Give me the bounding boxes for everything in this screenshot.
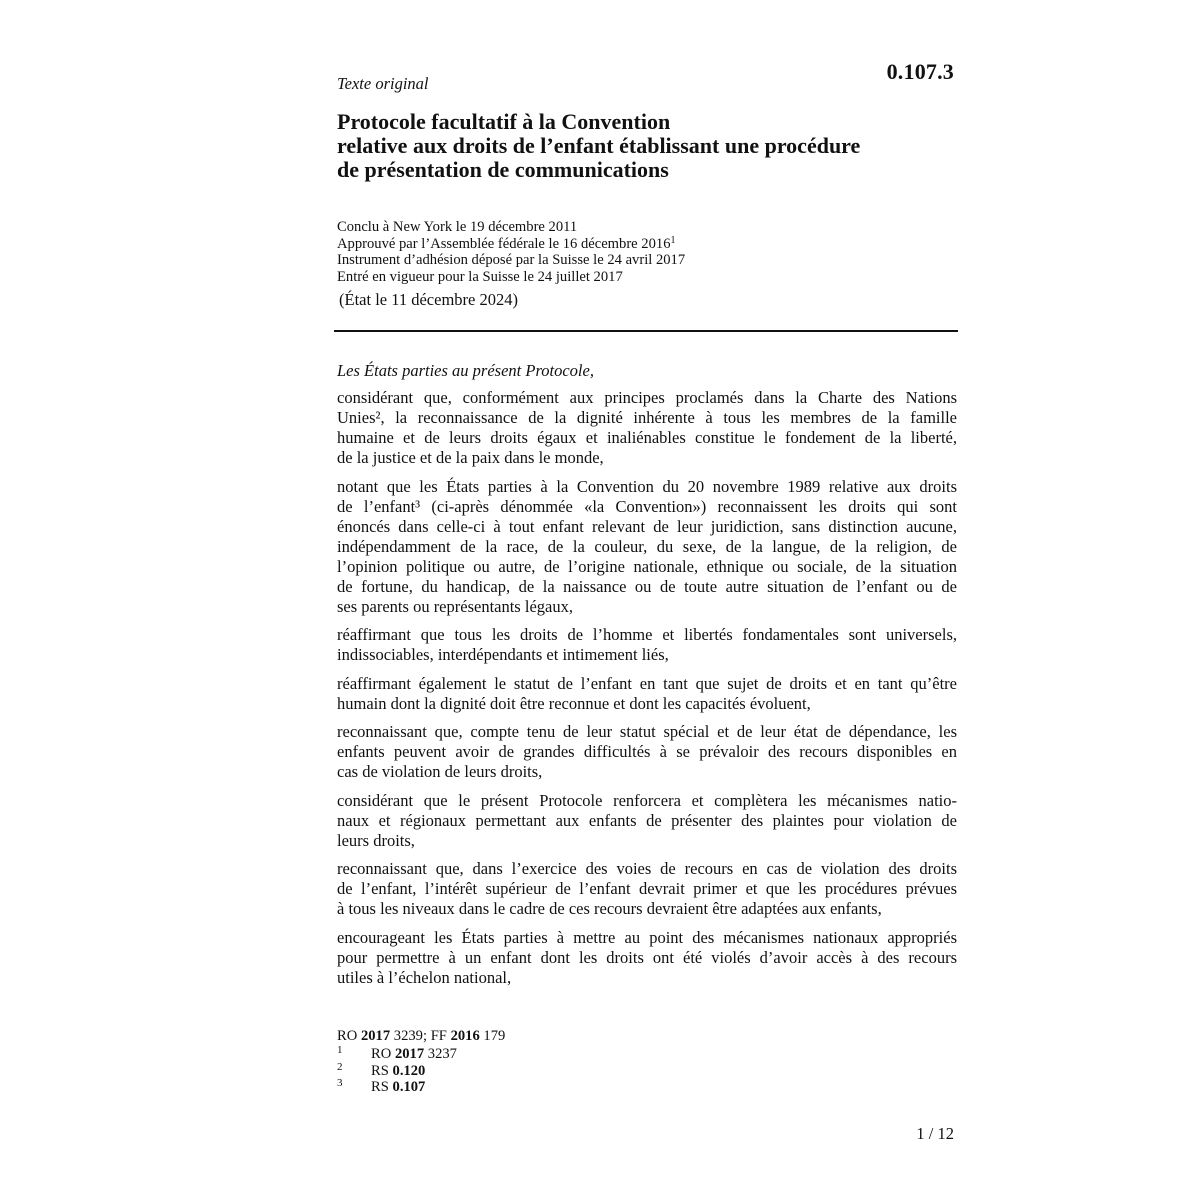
footnote-bold: 0.107 [392, 1079, 426, 1095]
publication-reference [337, 1026, 957, 1046]
paragraph-line: indépendamment de la race, de la couleur, du sexe, de la langue, de la religion, de [337, 536, 957, 556]
sr-number: 0.107.3 [886, 59, 954, 84]
ff-year: 2016 [450, 1028, 480, 1044]
preamble [337, 361, 957, 996]
paragraph-line: enfants peuvent avoir de grandes difficultés à se prévaloir des recours disponibles en [337, 742, 957, 761]
paragraph-line: réaffirmant que tous les droits de l’homme et libertés fondamentales sont universels, [337, 625, 957, 644]
footnote-number: 1 [337, 1044, 343, 1056]
document-title [337, 110, 860, 182]
paragraph-line: Unies², la reconnaissance de la dignité inhérente à tous les membres de la famille [337, 408, 957, 427]
paragraph-line: énoncés dans celle-ci à tout enfant relevant de leur juridiction, sans distinction aucune, [337, 516, 957, 536]
treaty-metadata [337, 219, 685, 285]
footnotes [337, 1026, 957, 1096]
footnote [337, 1060, 957, 1080]
approved-text: Approuvé par l’Assemblée fédérale le 16 décembre 2016 [337, 235, 671, 252]
footnote-rest: 3237 [427, 1046, 457, 1062]
preamble-paragraphs [337, 388, 957, 988]
instrument-date: Instrument d’adhésion déposé par la Suisse le 24 avril 2017 [337, 252, 686, 268]
paragraph-line: réaffirmant également le statut de l’enfant en tant que sujet de droits et en tant qu’être [337, 673, 957, 693]
ro-year: 2017 [360, 1028, 391, 1044]
paragraph-line: humain dont la dignité doit être reconnue et dont les capacités évoluent, [337, 693, 811, 713]
paragraph-line: notant que les États parties à la Convention du 20 novembre 1989 relative aux droits [337, 476, 957, 496]
paragraph-line: reconnaissant que, dans l’exercice des voies de recours en cas de violation des droits [337, 859, 957, 878]
paragraph-line: de l’enfant³ (ci-après dénommée «la Convention») reconnaissent les droits qui sont [337, 496, 957, 516]
paragraph-line: de la justice et de la paix dans le monde, [337, 448, 604, 467]
preamble-paragraph [337, 722, 957, 782]
paragraph-line: considérant que, conformément aux principes proclamés dans la Charte des Nations [337, 388, 957, 407]
preamble-paragraph [337, 928, 957, 988]
preamble-paragraph [337, 625, 957, 665]
paragraph-line: ses parents ou représentants légaux, [337, 596, 573, 616]
preamble-paragraph [337, 859, 957, 919]
footnote-number: 2 [337, 1060, 343, 1073]
preamble-intro: Les États parties au présent Protocole, [337, 361, 594, 380]
footnote-text [371, 1079, 425, 1096]
document-page [337, 0, 957, 1200]
preamble-paragraph [337, 791, 957, 851]
footnote [337, 1046, 957, 1063]
paragraph-line: de l’enfant, l’intérêt supérieur de l’enfant devrait primer et que les procédures prévues [337, 879, 957, 898]
paragraph-line: à tous les niveaux dans le cadre de ces recours devraient être adaptées aux enfants, [337, 899, 882, 918]
paragraph-line: reconnaissant que, compte tenu de leur statut spécial et de leur état de dépendance, les [337, 722, 957, 741]
concluded-date: Conclu à New York le 19 décembre 2011 [337, 219, 578, 235]
paragraph-line: cas de violation de leurs droits, [337, 762, 543, 781]
footnote [337, 1079, 957, 1096]
ff-page: 179 [483, 1028, 506, 1044]
title-line: relative aux droits de l’enfant établissant une procédure [337, 133, 861, 158]
original-text-label: Texte original [337, 74, 429, 93]
preamble-paragraph [337, 477, 957, 617]
paragraph-line: utiles à l’échelon national, [337, 967, 512, 987]
state-date: (État le 11 décembre 2024) [339, 290, 518, 309]
paragraph-line: l’opinion politique ou autre, de l’origine nationale, ethnique ou sociale, de la situation [337, 556, 957, 576]
ff-prefix: FF [430, 1028, 447, 1044]
paragraph-line: naux et régionaux permettant aux enfants de présenter des plaintes pour violation de [337, 810, 957, 830]
page-number: 1 / 12 [916, 1124, 954, 1143]
footnote-text [371, 1063, 425, 1080]
paragraph-line: humaine et de leurs droits égaux et inaliénables constitue le fondement de la liberté, [337, 428, 957, 447]
footnote-bold: 0.120 [392, 1062, 426, 1079]
paragraph-line: indissociables, interdépendants et intimement liés, [337, 645, 669, 664]
footnote-text [371, 1046, 457, 1063]
footnote-marker: 1 [670, 234, 676, 246]
footnote-bold: 2017 [394, 1046, 425, 1062]
paragraph-line: pour permettre à un enfant dont les droits ont été violés d’avoir accès à des recours [337, 947, 957, 967]
title-line: Protocole facultatif à la Convention [337, 109, 671, 134]
footnote-prefix: RO [371, 1046, 392, 1062]
entry-into-force-date: Entré en vigueur pour la Suisse le 24 juillet 2017 [337, 268, 623, 285]
footnote-prefix: RS [371, 1062, 389, 1079]
preamble-paragraph [337, 674, 957, 714]
preamble-paragraph [337, 388, 957, 468]
ro-page: 3239; [393, 1028, 428, 1044]
footnote-number: 3 [337, 1077, 343, 1089]
title-line: de présentation de communications [337, 157, 669, 182]
paragraph-line: leurs droits, [337, 830, 415, 850]
footnote-prefix: RS [371, 1079, 389, 1095]
paragraph-line: encourageant les États parties à mettre au point des mécanismes nationaux appropriés [337, 927, 957, 947]
approved-date [337, 236, 685, 253]
ro-prefix: RO [337, 1028, 358, 1044]
paragraph-line: de fortune, du handicap, de la naissance ou de toute autre situation de l’enfant ou de [337, 576, 957, 596]
header-divider [334, 330, 958, 332]
paragraph-line: considérant que le présent Protocole renforcera et complètera les mécanismes natio- [337, 790, 957, 810]
